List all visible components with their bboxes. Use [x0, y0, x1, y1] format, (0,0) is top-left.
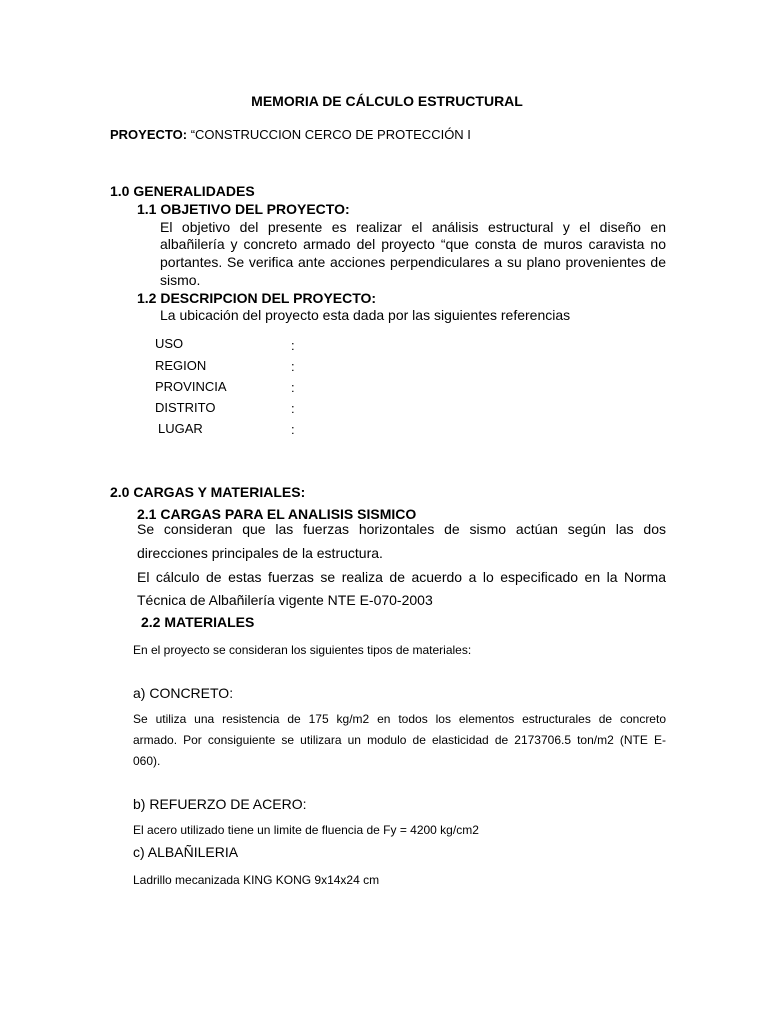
section-2-2-heading: 2.2 MATERIALES — [141, 614, 255, 630]
page-title: MEMORIA DE CÁLCULO ESTRUCTURAL — [251, 93, 523, 109]
reference-label-uso: USO — [155, 336, 184, 351]
material-a-line-3: 060). — [133, 754, 161, 768]
seismic-p2-line-1: El cálculo de estas fuerzas se realiza de acuerdo a lo especificado en la Norma — [137, 569, 666, 585]
reference-label-region: REGION — [155, 358, 207, 373]
reference-label-distrito: DISTRITO — [155, 400, 216, 415]
objective-line-1: El objetivo del presente es realizar el análisis estructural y el diseño en — [160, 219, 666, 235]
seismic-p1-line-1: Se consideran que las fuerzas horizontales de sismo actúan según las dos — [137, 521, 666, 537]
reference-colon: : — [291, 422, 295, 437]
section-2-1-heading: 2.1 CARGAS PARA EL ANALISIS SISMICO — [137, 506, 417, 522]
reference-colon: : — [291, 338, 295, 353]
objective-line-4: sismo. — [160, 272, 201, 288]
seismic-p2-line-2: Técnica de Albañilería vigente NTE E-070-2003 — [137, 592, 433, 608]
reference-label-provincia: PROVINCIA — [155, 379, 227, 394]
material-a-line-2: armado. Por consiguiente se utilizara un modulo de elasticidad de 2173706.5 ton/m2 (NTE E- — [133, 733, 666, 747]
material-c-label: c) ALBAÑILERIA — [133, 844, 239, 860]
section-1-heading: 1.0 GENERALIDADES — [110, 183, 255, 199]
project-value: “CONSTRUCCION CERCO DE PROTECCIÓN I — [190, 127, 471, 142]
reference-colon: : — [291, 401, 295, 416]
materials-intro: En el proyecto se consideran los siguientes tipos de materiales: — [133, 643, 472, 657]
reference-colon: : — [291, 359, 295, 374]
section-2-heading: 2.0 CARGAS Y MATERIALES: — [110, 484, 306, 500]
material-c-text: Ladrillo mecanizada KING KONG 9x14x24 cm — [133, 873, 380, 887]
project-label: PROYECTO: — [110, 127, 188, 142]
description-intro: La ubicación del proyecto esta dada por las siguientes referencias — [160, 307, 571, 323]
material-b-label: b) REFUERZO DE ACERO: — [133, 796, 307, 812]
section-1-2-heading: 1.2 DESCRIPCION DEL PROYECTO: — [137, 290, 377, 306]
material-a-label: a) CONCRETO: — [133, 685, 234, 701]
material-a-line-1: Se utiliza una resistencia de 175 kg/m2 en todos los elementos estructurales de concreto — [133, 712, 666, 726]
project-line — [110, 127, 471, 142]
seismic-p1-line-2: direcciones principales de la estructura. — [137, 545, 383, 561]
material-b-text: El acero utilizado tiene un limite de fluencia de Fy = 4200 kg/cm2 — [133, 823, 479, 837]
section-1-1-heading: 1.1 OBJETIVO DEL PROYECTO: — [137, 201, 350, 217]
reference-label-lugar: LUGAR — [158, 421, 203, 436]
reference-colon: : — [291, 380, 295, 395]
objective-line-3: portantes. Se verifica ante acciones perpendiculares a su plano provenientes de — [160, 254, 666, 270]
objective-line-2: albañilería y concreto armado del proyecto “que consta de muros caravista no — [160, 236, 666, 252]
